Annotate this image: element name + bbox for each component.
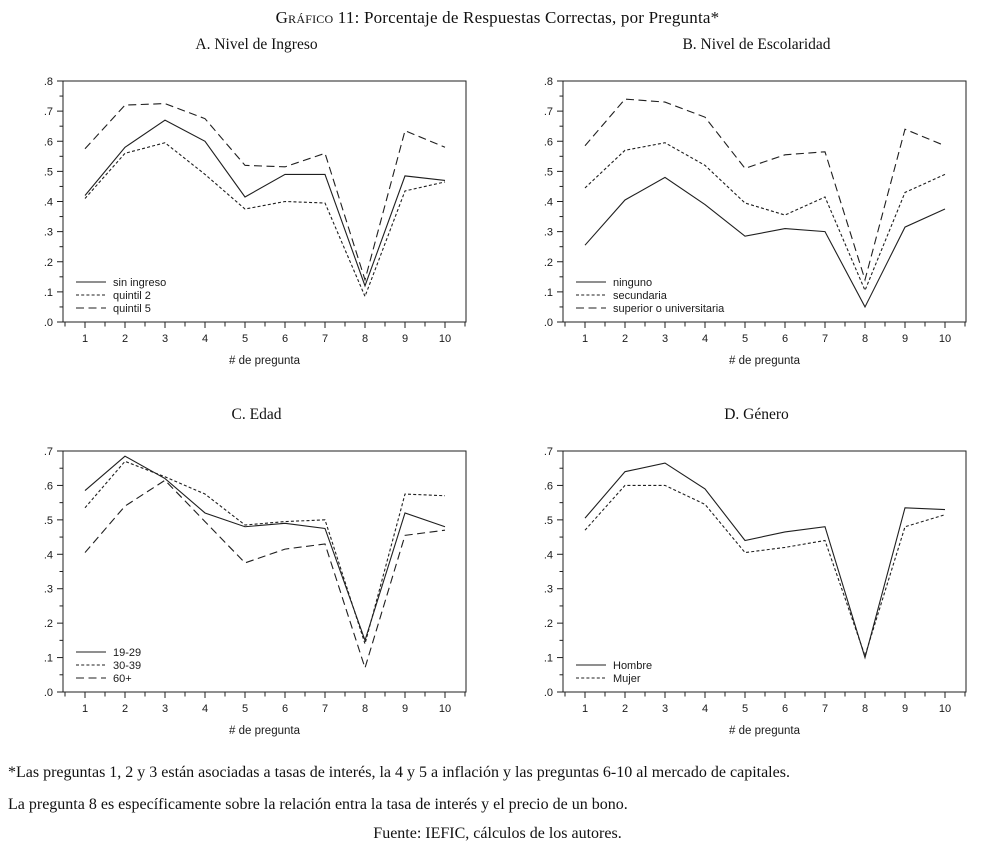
footnote-line-2: La pregunta 8 es específicamente sobre la relación entra la tasa de interés y el precio de un bono. bbox=[8, 796, 628, 813]
x-tick-label: 7 bbox=[321, 703, 329, 715]
series-line-60+ bbox=[85, 480, 445, 668]
y-tick-label: .0 bbox=[43, 687, 53, 699]
y-tick-label: .3 bbox=[43, 226, 53, 239]
x-tick-label: 2 bbox=[621, 333, 629, 345]
x-tick-label: 3 bbox=[161, 703, 169, 715]
legend-label: secundaria bbox=[613, 290, 667, 302]
y-tick-label: .2 bbox=[43, 256, 53, 269]
y-tick-label: .2 bbox=[543, 256, 553, 269]
x-tick-label: 1 bbox=[581, 333, 589, 345]
x-tick-label: 8 bbox=[361, 333, 369, 345]
footnote-line-1: *Las preguntas 1, 2 y 3 están asociadas a tasas de interés, la 4 y 5 a inflación y las preguntas 6-10 al mercado de capitales. bbox=[8, 764, 790, 781]
x-tick-label: 8 bbox=[861, 333, 869, 345]
x-tick-label: 10 bbox=[438, 703, 452, 715]
x-tick-label: 10 bbox=[938, 333, 952, 345]
legend-label: 19-29 bbox=[113, 647, 142, 659]
x-tick-label: 9 bbox=[901, 703, 909, 715]
y-tick-label: .1 bbox=[43, 286, 53, 299]
x-tick-label: 5 bbox=[741, 333, 749, 345]
x-tick-label: 2 bbox=[621, 703, 629, 715]
y-tick-label: .7 bbox=[43, 106, 53, 119]
series-line-sin-ingreso bbox=[85, 120, 445, 286]
x-tick-label: 1 bbox=[81, 333, 89, 345]
y-tick-label: .2 bbox=[43, 618, 53, 631]
y-tick-label: .3 bbox=[543, 583, 553, 596]
panel-a bbox=[18, 36, 495, 378]
y-tick-label: .0 bbox=[543, 687, 553, 699]
x-axis-label: # de pregunta bbox=[229, 725, 300, 737]
x-tick-label: 5 bbox=[241, 703, 249, 715]
y-tick-label: .4 bbox=[543, 549, 553, 562]
y-tick-label: .1 bbox=[43, 652, 53, 665]
panel-b bbox=[518, 36, 995, 378]
figure-title-rest: 11: Porcentaje de Respuestas Correctas, por Pregunta* bbox=[333, 8, 720, 27]
x-tick-label: 5 bbox=[241, 333, 249, 345]
x-tick-label: 4 bbox=[201, 703, 209, 715]
legend-label: 60+ bbox=[113, 673, 132, 685]
x-tick-label: 1 bbox=[81, 703, 89, 715]
legend-label: superior o universitaria bbox=[613, 303, 725, 315]
y-tick-label: .0 bbox=[543, 317, 553, 329]
legend-label: 30-39 bbox=[113, 660, 142, 672]
x-tick-label: 2 bbox=[121, 333, 129, 345]
x-tick-label: 9 bbox=[401, 333, 409, 345]
x-tick-label: 9 bbox=[401, 703, 409, 715]
series-line-hombre bbox=[585, 463, 945, 658]
x-tick-label: 4 bbox=[701, 333, 709, 345]
legend-label: quintil 5 bbox=[113, 303, 151, 315]
x-tick-label: 4 bbox=[701, 703, 709, 715]
y-tick-label: .5 bbox=[43, 514, 53, 527]
x-tick-label: 10 bbox=[438, 333, 452, 345]
y-tick-label: .2 bbox=[543, 618, 553, 631]
x-axis-label: # de pregunta bbox=[729, 725, 800, 737]
panel-b-chart bbox=[518, 66, 995, 378]
series-line-quintil-5 bbox=[85, 104, 445, 280]
panel-c bbox=[18, 406, 495, 748]
y-tick-label: .4 bbox=[43, 196, 53, 209]
legend-label: Mujer bbox=[613, 673, 641, 685]
panel-c-chart bbox=[18, 436, 495, 748]
y-tick-label: .8 bbox=[543, 76, 553, 88]
x-tick-label: 3 bbox=[661, 703, 669, 715]
legend-label: Hombre bbox=[613, 660, 653, 672]
x-tick-label: 2 bbox=[121, 703, 129, 715]
y-tick-label: .6 bbox=[43, 136, 53, 149]
panel-b-title: B. Nivel de Escolaridad bbox=[682, 36, 831, 53]
y-tick-label: .7 bbox=[543, 446, 553, 458]
x-axis-label: # de pregunta bbox=[729, 355, 800, 367]
x-tick-label: 4 bbox=[201, 333, 209, 345]
x-tick-label: 7 bbox=[821, 333, 829, 345]
y-tick-label: .0 bbox=[43, 317, 53, 329]
x-tick-label: 9 bbox=[901, 333, 909, 345]
x-tick-label: 6 bbox=[781, 703, 789, 715]
panel-c-title: C. Edad bbox=[231, 406, 282, 423]
x-tick-label: 7 bbox=[321, 333, 329, 345]
x-tick-label: 1 bbox=[581, 703, 589, 715]
x-tick-label: 3 bbox=[161, 333, 169, 345]
y-tick-label: .1 bbox=[543, 652, 553, 665]
series-line-secundaria bbox=[585, 143, 945, 291]
panel-d-title: D. Género bbox=[724, 406, 789, 423]
y-tick-label: .6 bbox=[543, 136, 553, 149]
y-tick-label: .8 bbox=[43, 76, 53, 88]
figure-title-smallcaps: Gráfico bbox=[275, 8, 334, 27]
legend-label: quintil 2 bbox=[113, 290, 151, 302]
x-tick-label: 6 bbox=[281, 333, 289, 345]
series-line-superior-o-universitaria bbox=[585, 99, 945, 280]
x-tick-label: 8 bbox=[361, 703, 369, 715]
x-tick-label: 6 bbox=[281, 703, 289, 715]
x-tick-label: 8 bbox=[861, 703, 869, 715]
y-tick-label: .4 bbox=[43, 549, 53, 562]
x-axis-label: # de pregunta bbox=[229, 355, 300, 367]
y-tick-label: .6 bbox=[43, 480, 53, 493]
x-tick-label: 3 bbox=[661, 333, 669, 345]
y-tick-label: .5 bbox=[43, 166, 53, 179]
y-tick-label: .5 bbox=[543, 514, 553, 527]
legend-label: ninguno bbox=[613, 277, 653, 289]
x-tick-label: 6 bbox=[781, 333, 789, 345]
x-tick-label: 10 bbox=[938, 703, 952, 715]
panel-d bbox=[518, 406, 995, 748]
y-tick-label: .5 bbox=[543, 166, 553, 179]
y-tick-label: .7 bbox=[543, 106, 553, 119]
panel-a-chart bbox=[18, 66, 495, 378]
footnote-source: Fuente: IEFIC, cálculos de los autores. bbox=[373, 825, 622, 842]
series-line-19-29 bbox=[85, 456, 445, 640]
figure-title bbox=[0, 8, 995, 28]
panel-d-chart bbox=[518, 436, 995, 748]
y-tick-label: .3 bbox=[43, 583, 53, 596]
y-tick-label: .7 bbox=[43, 446, 53, 458]
x-tick-label: 5 bbox=[741, 703, 749, 715]
legend-label: sin ingreso bbox=[113, 277, 167, 289]
y-tick-label: .4 bbox=[543, 196, 553, 209]
series-line-quintil-2 bbox=[85, 143, 445, 297]
panel-a-title: A. Nivel de Ingreso bbox=[195, 36, 318, 53]
x-tick-label: 7 bbox=[821, 703, 829, 715]
y-tick-label: .1 bbox=[543, 286, 553, 299]
y-tick-label: .3 bbox=[543, 226, 553, 239]
y-tick-label: .6 bbox=[543, 480, 553, 493]
series-line-mujer bbox=[585, 485, 945, 655]
series-line-30-39 bbox=[85, 461, 445, 643]
